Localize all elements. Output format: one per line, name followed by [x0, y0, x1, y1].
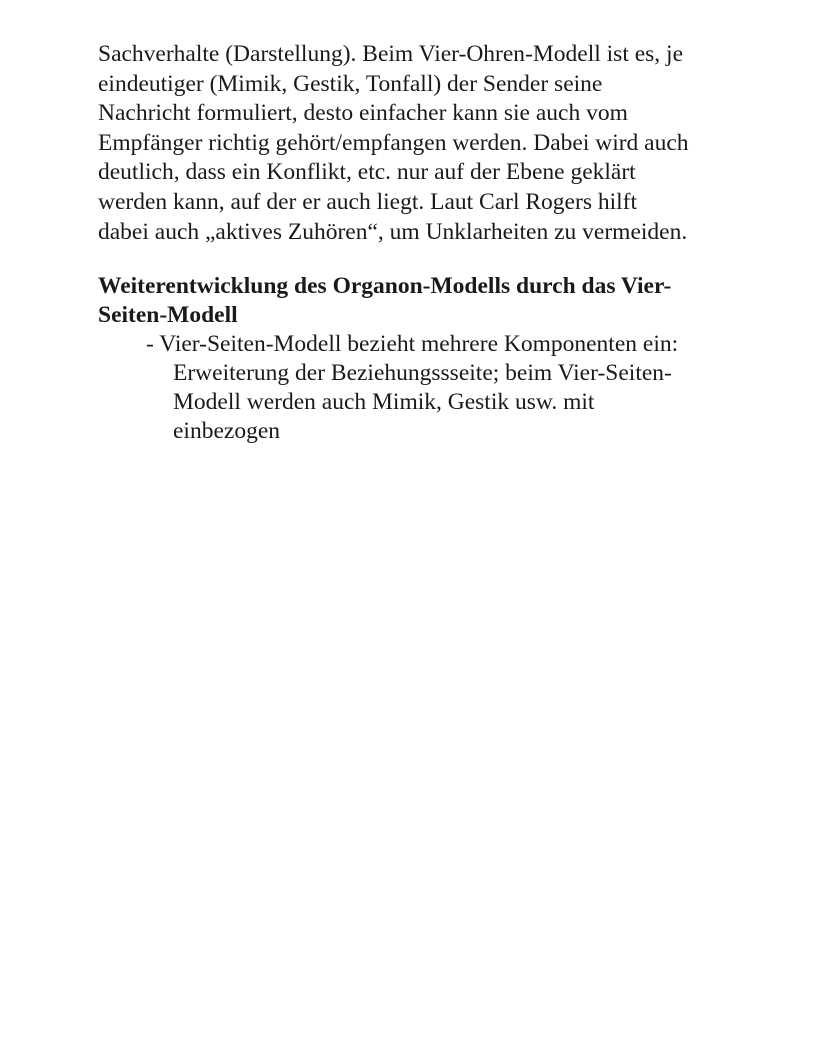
paragraph-line: Empfänger richtig gehört/empfangen werden. Dabei wird auch: [98, 129, 689, 156]
document-page: [98, 40, 748, 445]
section-heading: [98, 272, 748, 330]
heading-line: Weiterentwicklung des Organon-Modells durch das Vier-: [98, 273, 672, 300]
heading-line: Seiten-Modell: [98, 302, 238, 329]
bullet-line: Modell werden auch Mimik, Gestik usw. mit: [173, 388, 595, 415]
bullet-line: einbezogen: [173, 417, 281, 444]
paragraph-line: eindeutiger (Mimik, Gestik, Tonfall) der Sender seine: [98, 70, 603, 97]
bullet-item: [98, 330, 748, 445]
bullet-line: - Vier-Seiten-Modell bezieht mehrere Komponenten ein:: [146, 331, 679, 358]
paragraph-line: Nachricht formuliert, desto einfacher kann sie auch vom: [98, 100, 628, 127]
paragraph-line: Sachverhalte (Darstellung). Beim Vier-Ohren-Modell ist es, je: [98, 41, 684, 67]
bullet-line: Erweiterung der Beziehungssseite; beim Vier-Seiten-: [173, 359, 672, 386]
paragraph-line: dabei auch „aktives Zuhören“, um Unklarheiten zu vermeiden.: [98, 218, 688, 245]
paragraph-line: werden kann, auf der er auch liegt. Laut Carl Rogers hilft: [98, 188, 637, 215]
paragraph-line: deutlich, dass ein Konflikt, etc. nur auf der Ebene geklärt: [98, 159, 636, 186]
body-paragraph: [98, 40, 748, 247]
